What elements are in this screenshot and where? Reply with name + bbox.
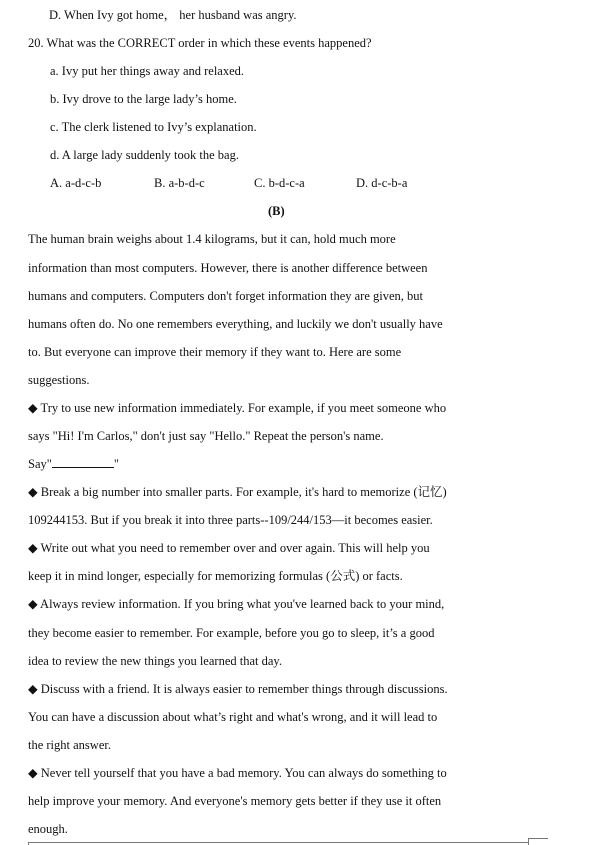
passage-line: ◆ Never tell yourself that you have a bad memory. You can always do something to: [28, 766, 447, 780]
passage-line: suggestions.: [28, 373, 90, 387]
say-blank-line: [28, 456, 119, 472]
passage-line: idea to review the new things you learned that day.: [28, 654, 282, 668]
question-20-event-a: a. Ivy put her things away and relaxed.: [50, 64, 245, 78]
option-b: B. a-b-d-c: [154, 176, 205, 190]
question-20-event-b: b. Ivy drove to the large lady’s home.: [50, 92, 237, 106]
margin-corner-mark-right: [528, 838, 548, 839]
passage-line: ◆ Write out what you need to remember over and over again. This will help you: [28, 541, 430, 555]
margin-corner-mark-bottom: [28, 842, 528, 843]
question-19-option-d: D. When Ivy got home， her husband was angry.: [49, 8, 297, 22]
passage-line: You can have a discussion about what’s right and what's wrong, and it will lead to: [28, 710, 438, 724]
say-suffix: ": [113, 457, 119, 471]
margin-corner-mark-right-vertical: [528, 838, 529, 845]
passage-line: humans and computers. Computers don't forget information they are given, but: [28, 289, 423, 303]
passage-line: says "Hi! I'm Carlos," don't just say "Hello." Repeat the person's name.: [28, 429, 384, 443]
passage-line: enough.: [28, 822, 68, 836]
passage-line: they become easier to remember. For example, before you go to sleep, it’s a good: [28, 626, 435, 640]
passage-line: keep it in mind longer, especially for memorizing formulas (公式) or facts.: [28, 569, 403, 583]
passage-line: help improve your memory. And everyone's memory gets better if they use it often: [28, 794, 442, 808]
option-d: D. d-c-b-a: [356, 176, 408, 190]
say-prefix: Say": [28, 457, 52, 471]
passage-line: information than most computers. However, there is another difference between: [28, 261, 428, 275]
passage-line: ◆ Try to use new information immediately. For example, if you meet someone who: [28, 401, 447, 415]
question-20-options: [50, 175, 407, 191]
passage-line: ◆ Always review information. If you bring what you've learned back to your mind,: [28, 597, 445, 611]
question-20-event-d: d. A large lady suddenly took the bag.: [50, 148, 239, 162]
passage-line: humans often do. No one remembers everything, and luckily we don't usually have: [28, 317, 443, 331]
question-20-event-c: c. The clerk listened to Ivy’s explanation.: [50, 120, 257, 134]
question-20: 20. What was the CORRECT order in which these events happened?: [28, 36, 372, 50]
option-a: A. a-d-c-b: [50, 176, 102, 190]
passage-line: 109244153. But if you break it into three parts--109/244/153—it becomes easier.: [28, 513, 433, 527]
passage-line: The human brain weighs about 1.4 kilograms, but it can, hold much more: [28, 232, 396, 246]
passage-line: ◆ Break a big number into smaller parts. For example, it's hard to memorize (记忆): [28, 485, 447, 499]
passage-line: the right answer.: [28, 738, 111, 752]
passage-label: (B): [268, 204, 285, 218]
passage-line: to. But everyone can improve their memory if they want to. Here are some: [28, 345, 402, 359]
option-c: C. b-d-c-a: [254, 176, 305, 190]
passage-line: ◆ Discuss with a friend. It is always easier to remember things through discussions.: [28, 682, 448, 696]
answer-blank[interactable]: [52, 457, 114, 468]
